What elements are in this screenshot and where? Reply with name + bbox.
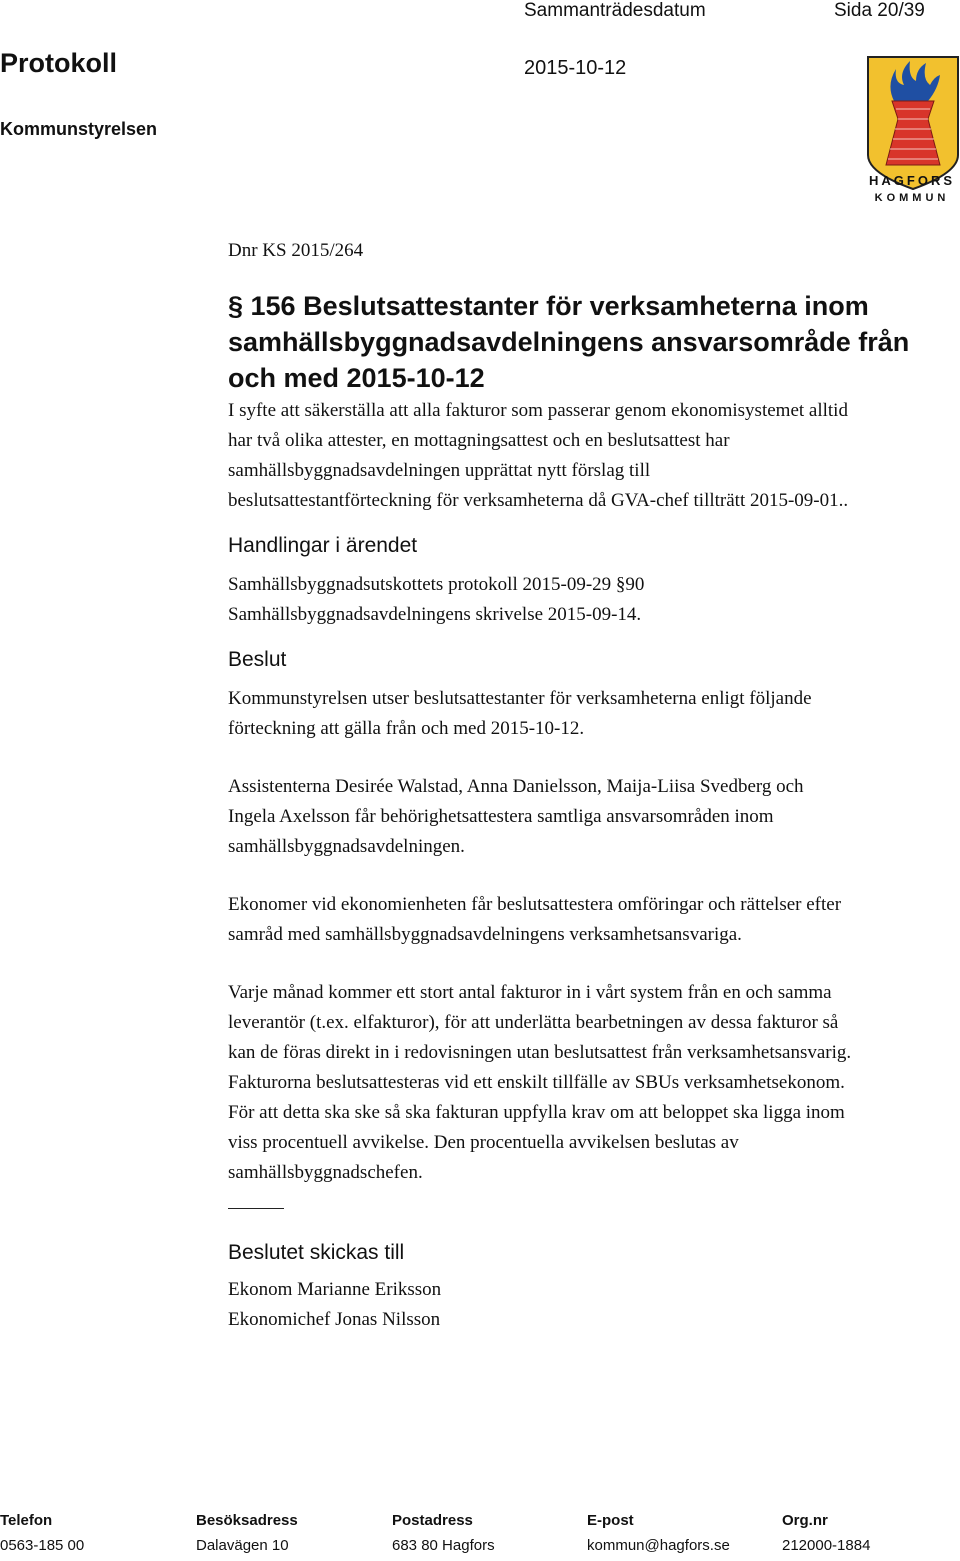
footer-value: 0563-185 00: [0, 1537, 85, 1554]
paragraph-line: förteckning att gälla från och med 2015-10-12.: [228, 718, 585, 739]
case-number: Dnr KS 2015/264: [228, 240, 364, 261]
paragraph-line: samhällsbyggnadsavdelningen upprättat nytt förslag till: [228, 460, 651, 481]
paragraph-line: Samhällsbyggnadsavdelningens skrivelse 2015-09-14.: [228, 604, 642, 625]
paragraph-line: Ekonomer vid ekonomienheten får beslutsattestera omföringar och rättelser efter: [228, 894, 842, 915]
footer-value: Dalavägen 10: [196, 1537, 289, 1554]
footer-label: Telefon: [0, 1512, 53, 1529]
paragraph-line: Fakturorna beslutsattesteras vid ett enskilt tillfälle av SBUs verksamhetsekonom.: [228, 1072, 845, 1093]
footer-postal-address: [392, 1512, 495, 1554]
footer-label: Postadress: [392, 1512, 473, 1529]
handlingar-heading: Handlingar i ärendet: [228, 534, 418, 557]
paragraph-line: leverantör (t.ex. elfakturor), för att underlätta bearbetningen av dessa fakturor så: [228, 1012, 839, 1033]
recipient: Ekonomichef Jonas Nilsson: [228, 1309, 441, 1330]
paragraph-line: samhällsbyggnadsavdelningen.: [228, 836, 465, 857]
paragraph-line: Varje månad kommer ett stort antal fakturor in i vårt system från en och samma: [228, 982, 832, 1003]
intro-paragraph: [228, 396, 958, 516]
svg-text:KOMMUN: KOMMUN: [874, 192, 950, 204]
recipients-heading: Beslutet skickas till: [228, 1241, 405, 1264]
organization-name: Kommunstyrelsen: [0, 119, 158, 139]
handlingar-list: [228, 570, 958, 630]
footer-value: 212000-1884: [782, 1537, 871, 1554]
paragraph-line: samråd med samhällsbyggnadsavdelningens verksamhetsansvariga.: [228, 924, 742, 945]
paragraph-line: viss procentuell avvikelse. Den procentuella avvikelsen beslutas av: [228, 1132, 739, 1153]
footer-label: Org.nr: [782, 1512, 828, 1529]
heading-line: samhällsbyggnadsavdelningens ansvarsområde från: [228, 327, 910, 357]
footer-phone: [0, 1512, 84, 1554]
hagfors-kommun-logo: [864, 55, 960, 207]
heading-line: § 156 Beslutsattestanter för verksamheterna inom: [228, 291, 869, 321]
paragraph-line: Assistenterna Desirée Walstad, Anna Danielsson, Maija-Liisa Svedberg och: [228, 776, 804, 797]
section-heading: [228, 288, 958, 396]
paragraph-line: I syfte att säkerställa att alla fakturor som passerar genom ekonomisystemet alltid: [228, 400, 848, 421]
page-number: Sida 20/39: [834, 0, 925, 21]
heading-line: och med 2015-10-12: [228, 363, 485, 393]
beslut-paragraph-4: [228, 978, 958, 1188]
beslut-paragraph-3: [228, 890, 958, 950]
paragraph-line: Samhällsbyggnadsutskottets protokoll 2015-09-29 §90: [228, 574, 645, 595]
paragraph-line: Ingela Axelsson får behörighetsattestera samtliga ansvarsområden inom: [228, 806, 774, 827]
footer-label: Besöksadress: [196, 1512, 298, 1529]
footer-email-link[interactable]: kommun@hagfors.se: [587, 1537, 730, 1554]
footer-value: 683 80 Hagfors: [392, 1537, 495, 1554]
recipients-list: [228, 1275, 958, 1335]
paragraph-line: beslutsattestantförteckning för verksamheterna då GVA-chef tillträtt 2015-09-01..: [228, 490, 849, 511]
footer-org-number: [782, 1512, 870, 1554]
meeting-date-label: Sammanträdesdatum: [524, 0, 706, 21]
footer-label: E-post: [587, 1512, 634, 1529]
footer-visiting-address: [196, 1512, 298, 1554]
paragraph-line: För att detta ska ske så ska fakturan uppfylla krav om att beloppet ska ligga inom: [228, 1102, 845, 1123]
paragraph-line: har två olika attester, en mottagningsattest och en beslutsattest har: [228, 430, 730, 451]
paragraph-line: Kommunstyrelsen utser beslutsattestanter för verksamheterna enligt följande: [228, 688, 812, 709]
meeting-date: 2015-10-12: [524, 57, 627, 79]
coat-of-arms-icon: [864, 55, 960, 207]
footer-email: [587, 1512, 730, 1554]
beslut-paragraph-1: [228, 684, 958, 744]
beslut-paragraph-2: [228, 772, 958, 862]
document-type-title: Protokoll: [0, 48, 118, 78]
document-body: [228, 240, 958, 1335]
section-divider: [228, 1208, 284, 1209]
beslut-heading: Beslut: [228, 648, 287, 671]
recipient: Ekonom Marianne Eriksson: [228, 1279, 442, 1300]
paragraph-line: samhällsbyggnadschefen.: [228, 1162, 423, 1183]
paragraph-line: kan de föras direkt in i redovisningen utan beslutsattest från verksamhetsansvarig.: [228, 1042, 852, 1063]
svg-text:HAGFORS: HAGFORS: [869, 173, 955, 188]
